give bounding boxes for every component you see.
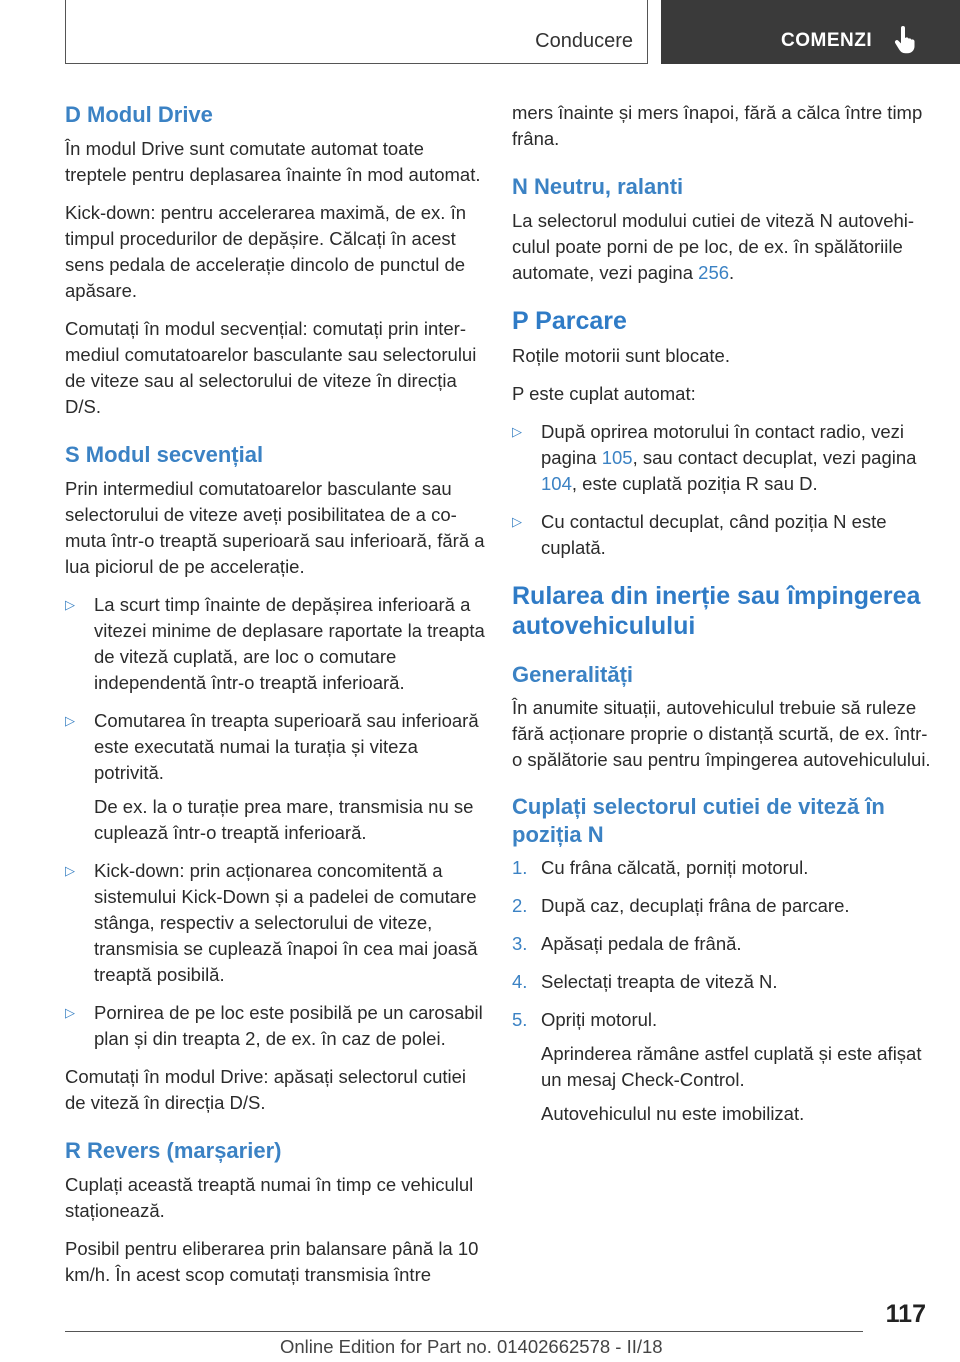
park-bullet-list [512, 419, 932, 561]
sequential-mode-heading: S Modul secvențial [65, 442, 264, 467]
list-item: 3. Apăsați pedala de frână. [512, 931, 932, 957]
list-item-subparagraph: Autovehiculul nu este imobilizat. [541, 1103, 805, 1124]
page-number: 117 [885, 1300, 926, 1328]
drive-mode-heading: D Modul Drive [65, 102, 213, 127]
list-item: ▷ Comutarea în treapta superioară sau inferioară este executată numai la turația și viteza potrivită. De ex. la o turație prea mare, transmisia nu se cuplează într-o treaptă inferioară. [65, 708, 485, 846]
step-number: 1. [512, 857, 528, 878]
rolling-heading: Rularea din inerție sau împingerea autovehiculului [512, 582, 921, 640]
triangle-bullet-icon: ▷ [65, 863, 75, 878]
reverse-heading: R Revers (marșarier) [65, 1138, 282, 1163]
list-item: ▷ Kick-down: prin acționarea concomitentă a sistemului Kick-Down și a padelei de comutare stânga, respectiv a selectorului de viteze, transmisia se cuplează înapoi în cea mai joasă treaptă posibilă. [65, 860, 478, 985]
list-item: ▷ La scurt timp înainte de depășirea inferioară a vitezei minime de deplasare raportate la treapta de viteză cuplată, are loc o comutare independentă într-o treaptă inferioară. [65, 594, 485, 693]
triangle-bullet-icon: ▷ [65, 1005, 75, 1020]
right-column [512, 100, 932, 1139]
reverse-paragraph-1: Cuplați această treaptă numai în timp ce vehiculul staționează. [65, 1174, 474, 1221]
park-heading: P Parcare [512, 307, 627, 335]
list-item: ▷ După oprirea motorului în contact radio, vezi pagina 105, sau contact decuplat, vezi pagina 104, este cuplată poziția R sau D. [512, 421, 917, 494]
list-item: 2. După caz, decuplați frâna de parcare. [512, 893, 932, 919]
hand-pointer-icon [893, 26, 917, 54]
chapter-tab[interactable] [661, 0, 960, 64]
general-heading: Generalități [512, 662, 634, 687]
triangle-bullet-icon: ▷ [65, 713, 75, 728]
header-section-box [65, 0, 648, 64]
step-number: 3. [512, 933, 528, 954]
sequential-bullet-list [65, 592, 485, 1052]
general-paragraph: În anumite situații, autovehiculul trebuie să ruleze fără acționare proprie o distanță scurtă, de ex. într-o spălătorie sau pentru împingerea autovehiculului. [512, 697, 931, 770]
park-paragraph-1: Roțile motorii sunt blocate. [512, 345, 730, 366]
park-paragraph-2: P este cuplat automat: [512, 383, 696, 404]
list-item: 1. Cu frâna călcată, porniți motorul. [512, 855, 932, 881]
footer-edition-text: Online Edition for Part no. 01402662578 - II/18 [280, 1336, 663, 1357]
triangle-bullet-icon: ▷ [512, 424, 522, 439]
chapter-tab-label: COMENZI [781, 30, 873, 51]
reverse-paragraph-2: Posibil pentru eliberarea prin balansare până la 10 km/h. În acest scop comutați transmisia între [65, 1238, 479, 1285]
step-number: 2. [512, 895, 528, 916]
sequential-paragraph-1: Prin intermediul comutatoarelor basculante sau selectorului de viteze aveți posibilitatea de a comuta într-o treaptă superioară sau inferioară, fără a lua piciorul de pe accelerație. [65, 478, 485, 577]
page-link-105[interactable]: 105 [601, 447, 633, 468]
step-number: 4. [512, 971, 528, 992]
reverse-paragraph-continued: mers înainte și mers înapoi, fără a călca între timp frâna. [512, 102, 923, 149]
section-title: Conducere [535, 30, 633, 52]
list-item: 4. Selectați treapta de viteză N. [512, 969, 932, 995]
drive-paragraph-3: Comutați în modul secvențial: comutați prin intermediul comutatoarelor basculante sau selectorului de viteze sau al selectorului de viteze în direcția D/S. [65, 318, 477, 417]
triangle-bullet-icon: ▷ [65, 597, 75, 612]
triangle-bullet-icon: ▷ [512, 514, 522, 529]
neutral-heading: N Neutru, ralanti [512, 174, 684, 199]
steps-list [512, 855, 932, 1127]
neutral-paragraph: La selectorul modului cutiei de viteză N autovehiculul poate porni de pe loc, de ex. în spălătoriile automate, vezi pagina 256. [512, 210, 915, 283]
engage-neutral-heading: Cuplați selectorul cutiei de viteză în poziția N [512, 794, 885, 847]
list-item: ▷ Cu contactul decuplat, când poziția N este cuplată. [512, 511, 887, 558]
list-item: ▷ Pornirea de pe loc este posibilă pe un carosabil plan și din treapta 2, de ex. în caz de polei. [65, 1002, 483, 1049]
step-number: 5. [512, 1009, 528, 1030]
drive-paragraph-1: În modul Drive sunt comutate automat toate treptele pentru deplasarea înainte în mod automat. [65, 138, 481, 185]
list-item-subparagraph: Aprinderea rămâne astfel cuplată și este afișat un mesaj Check-Control. [541, 1043, 922, 1090]
list-item: 5. Opriți motorul. Aprinderea rămâne astfel cuplată și este afișat un mesaj Check-Control. Autovehiculul nu este imobilizat. [512, 1007, 932, 1127]
footer-divider [65, 1331, 863, 1332]
sequential-paragraph-2: Comutați în modul Drive: apăsați selectorul cutiei de viteză în direcția D/S. [65, 1066, 467, 1113]
page-link-256[interactable]: 256 [698, 262, 730, 283]
left-column [65, 100, 485, 1300]
list-item-subparagraph: De ex. la o turație prea mare, transmisia nu se cuplează într-o treaptă inferioară. [94, 796, 474, 843]
page-link-104[interactable]: 104 [541, 473, 572, 494]
drive-paragraph-2: Kick-down: pentru accelerarea maximă, de ex. în timpul procedurilor de depășire. Călcați în acest sens pedala de accelerație dincolo de punctul de apăsare. [65, 202, 467, 301]
